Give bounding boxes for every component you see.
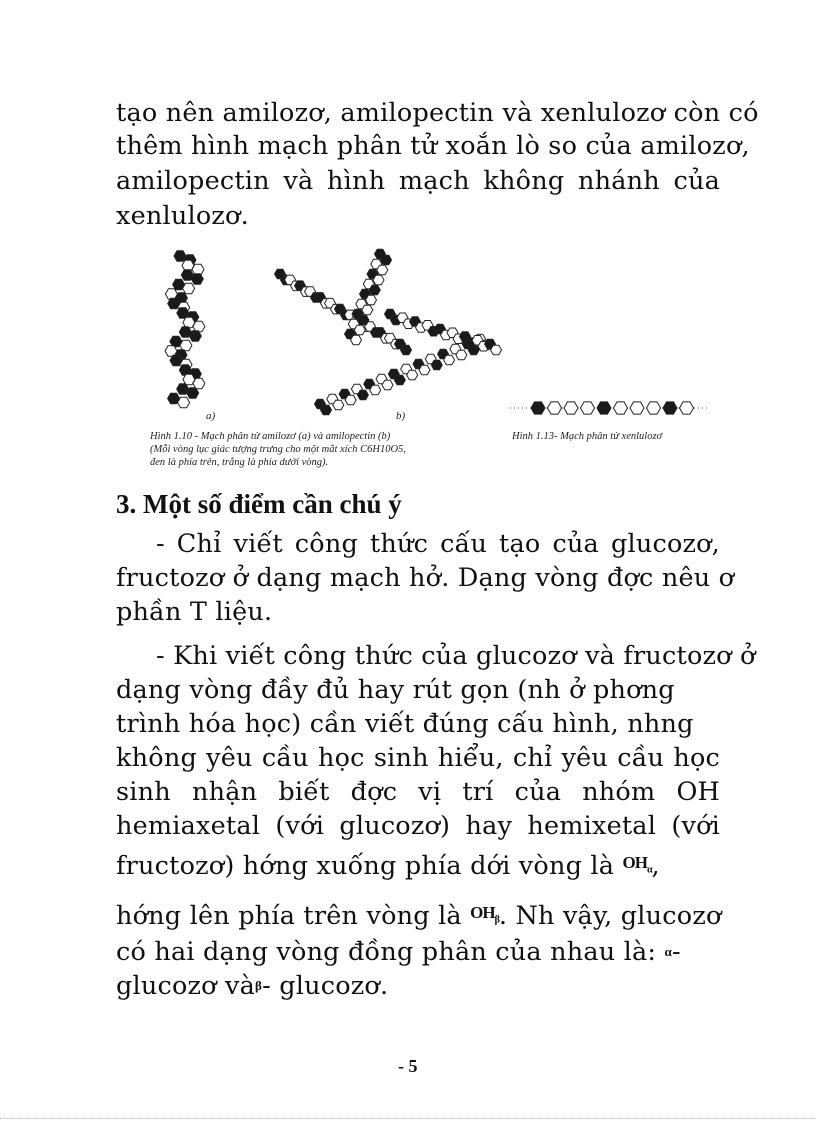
- amylopectin-ring: [381, 255, 392, 265]
- body-line-8: sinh nhận biết đợc vị trí của nhóm OH: [116, 777, 720, 807]
- body-line-4: - Khi viết công thức của glucozơ và fructozơ ở: [156, 641, 756, 671]
- last1-text: có hai dạng vòng đồng phân của nhau là:: [116, 937, 665, 967]
- beta-line-text: hớng lên phía trên vòng là: [116, 901, 471, 931]
- amylopectin-ring: [357, 390, 368, 400]
- alpha-line-text: fructozơ) hớng xuống phía dới vòng là: [116, 851, 623, 881]
- last1-tail: -: [672, 937, 681, 967]
- beta-symbol: β: [255, 978, 263, 993]
- amylopectin-ring: [321, 405, 332, 415]
- amylopectin-ring: [373, 275, 384, 285]
- amylopectin-ring: [369, 285, 380, 295]
- amylopectin-ring: [358, 315, 369, 325]
- molecule-figure: [150, 244, 710, 480]
- body-line-6: trình hóa học) cần viết đúng cấu hình, nhng: [116, 709, 694, 739]
- oh-beta-text: OH: [470, 903, 495, 922]
- amylose-ring: [180, 340, 192, 350]
- body-line-9: hemiaxetal (với glucozơ) hay hemixetal (với: [116, 811, 720, 841]
- amylopectin-ring: [370, 385, 381, 395]
- amylopectin-ring: [345, 395, 356, 405]
- section-heading: 3. Một số điểm cần chú ý: [116, 489, 402, 519]
- alpha-symbol: α: [664, 944, 672, 959]
- amylopectin-ring: [351, 335, 362, 345]
- amylopectin-ring: [394, 375, 405, 385]
- cellulose-ring: [614, 402, 628, 414]
- body-line-alpha: [116, 850, 720, 892]
- figure-label-a: a): [206, 410, 216, 422]
- amylopectin-ring: [491, 345, 502, 355]
- amylopectin-ring: [366, 295, 377, 305]
- intro-line-3: amilopectin và hình mạch không nhánh của: [116, 166, 720, 196]
- cellulose-ring: [597, 402, 611, 414]
- figure-caption-left-3: đen là phía trên, trắng là phía dưới vòng).: [150, 457, 329, 468]
- amylopectin-ring: [333, 400, 344, 410]
- oh-alpha-text: OH: [622, 853, 647, 872]
- page-bottom-rule: [0, 1118, 816, 1119]
- beta-subscript: β: [494, 914, 499, 926]
- amylopectin-ring: [377, 265, 388, 275]
- intro-line-4: xenlulozơ.: [116, 201, 249, 231]
- amylopectin-ring: [444, 355, 455, 365]
- last2-tail: - glucozơ.: [262, 971, 389, 1001]
- body-line-last2: [116, 970, 720, 1006]
- cellulose-ring: [581, 402, 595, 414]
- amylopectin-ring: [456, 350, 467, 360]
- amylopectin-ring: [419, 365, 430, 375]
- cellulose-ring: [630, 402, 644, 414]
- body-line-2: fructozơ ở dạng mạch hở. Dạng vòng đợc nêu ơ: [116, 563, 735, 593]
- cellulose-ring: [647, 402, 661, 414]
- page-number: - 5: [398, 1056, 418, 1076]
- oh-alpha-symbol: [622, 853, 652, 876]
- alpha-line-tail: ,: [651, 851, 660, 881]
- cellulose-ring: [663, 402, 677, 414]
- amylose-ring: [187, 388, 199, 398]
- amylopectin-ring: [354, 325, 365, 335]
- figure-caption-right: Hình 1.13- Mạch phân tử xenlulozơ: [512, 431, 663, 442]
- amylopectin-ring: [382, 380, 393, 390]
- cellulose-ring: [548, 402, 562, 414]
- amylopectin-ring: [362, 305, 373, 315]
- oh-beta-symbol: [470, 903, 499, 926]
- body-line-5: dạng vòng đầy đủ hay rút gọn (nh ở phơng: [116, 675, 675, 705]
- last2-text: glucozơ và: [116, 971, 256, 1001]
- figure-caption-left-2: (Mỗi vòng lục giác tượng trưng cho một mắt xích C6H10O5,: [150, 444, 406, 455]
- body-line-7: không yêu cầu học sinh hiểu, chỉ yêu cầu học: [116, 743, 720, 773]
- amylose-ring: [189, 331, 201, 341]
- intro-line-1: tạo nên amilozơ, amilopectin và xenlulozơ còn có: [116, 98, 759, 128]
- amylose-ring: [178, 397, 190, 407]
- amylose-ring: [193, 378, 205, 388]
- alpha-subscript: α: [646, 864, 652, 876]
- cellulose-ring: [531, 402, 545, 414]
- amylose-ring: [191, 274, 203, 284]
- amylose-ring: [183, 283, 195, 293]
- cellulose-ring: [680, 402, 694, 414]
- amylopectin-ring: [431, 360, 442, 370]
- body-line-last1: [116, 936, 720, 972]
- amylopectin-ring: [401, 345, 412, 355]
- amylopectin-ring: [407, 370, 418, 380]
- body-line-1: - Chỉ viết công thức cấu tạo của glucozơ,: [156, 529, 720, 559]
- intro-line-2: thêm hình mạch phân tử xoắn lò so của amilozơ,: [116, 131, 750, 161]
- beta-line-tail: . Nh vậy, glucozơ: [498, 901, 722, 931]
- figure-caption-left-1: Hình 1.10 - Mạch phân tử amilozơ (a) và amilopectin (b): [150, 431, 391, 442]
- amylose-ring: [193, 321, 205, 331]
- body-line-3: phần T liệu.: [116, 597, 273, 627]
- figure-label-b: b): [396, 410, 406, 422]
- cellulose-ring: [564, 402, 578, 414]
- amylose-ring: [192, 264, 204, 274]
